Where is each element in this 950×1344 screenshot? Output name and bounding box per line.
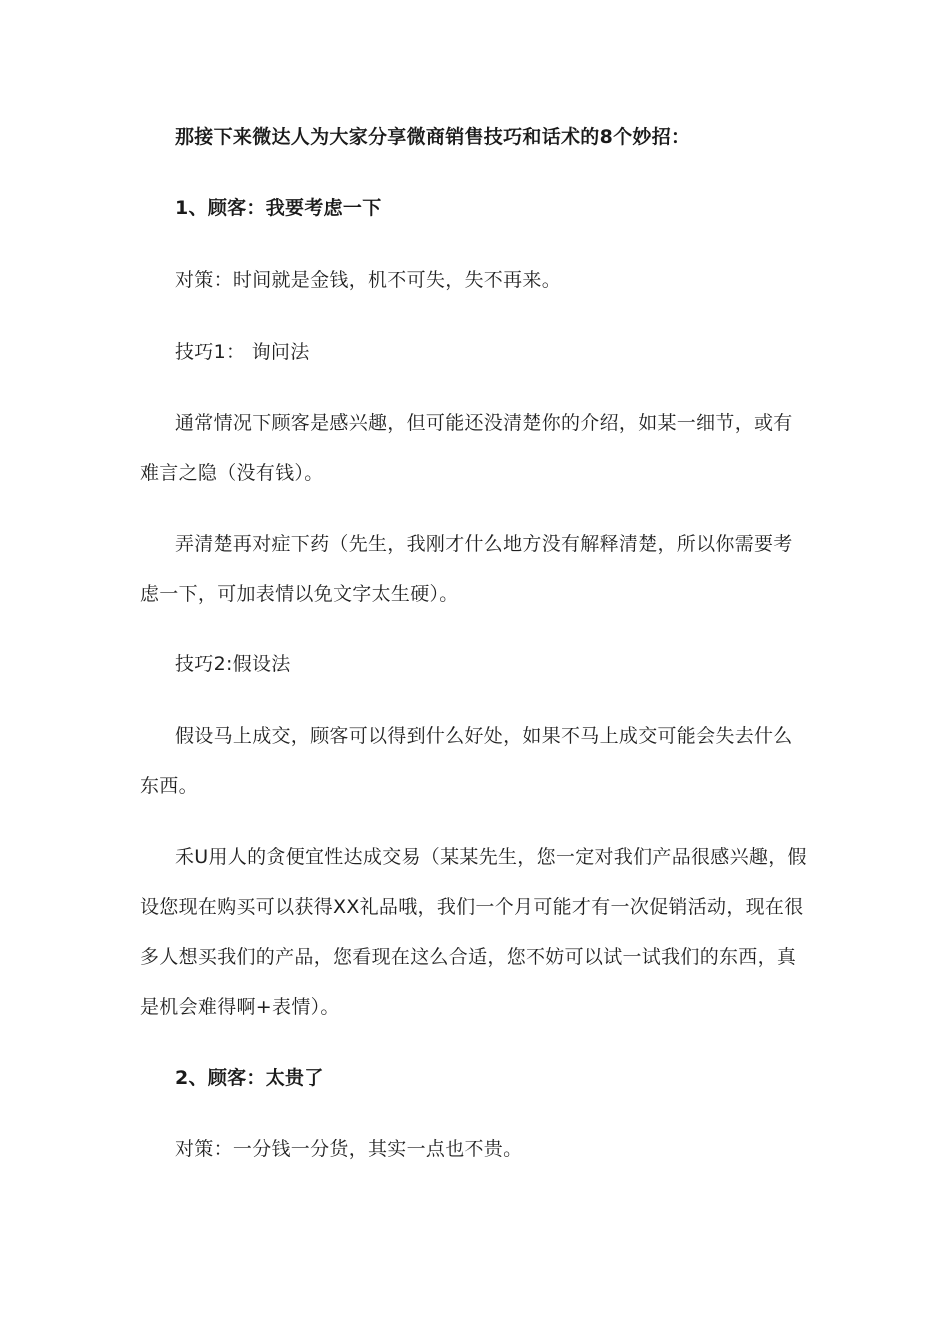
strategy-paragraph-1: 对策：时间就是金钱，机不可失，失不再来。 [175, 269, 562, 291]
strategy-paragraph-2: 对策：一分钱一分货，其实一点也不贵。 [175, 1138, 523, 1160]
tip-body-1b: 弄清楚再对症下药（先生，我刚才什么地方没有解释清楚，所以你需要考虑一下，可加表情以免文字太生硬）。 [140, 533, 793, 605]
section-heading-2: 2、顾客：太贵了 [175, 1067, 324, 1089]
tip-body-2b: 禾U用人的贪便宜性达成交易（某某先生，您一定对我们产品很感兴趣，假设您现在购买可以获得XX礼品哦，我们一个月可能才有一次促销活动，现在很多人想买我们的产品，您看现在这么合适，您不妨可以试一试我们的东西，真是机会难得啊+表情）。 [140, 846, 807, 1018]
section-heading-1: 1、顾客：我要考虑一下 [175, 197, 382, 219]
tip-body-1a: 通常情况下顾客是感兴趣，但可能还没清楚你的介绍，如某一细节，或有难言之隐（没有钱）。 [140, 412, 793, 484]
tip-body-2a: 假设马上成交，顾客可以得到什么好处，如果不马上成交可能会失去什么东西。 [140, 725, 793, 797]
tip-title-2: 技巧2:假设法 [175, 653, 291, 675]
intro-paragraph: 那接下来微达人为大家分享微商销售技巧和话术的8个妙招： [175, 126, 691, 148]
tip-title-1: 技巧1： 询问法 [175, 341, 310, 363]
